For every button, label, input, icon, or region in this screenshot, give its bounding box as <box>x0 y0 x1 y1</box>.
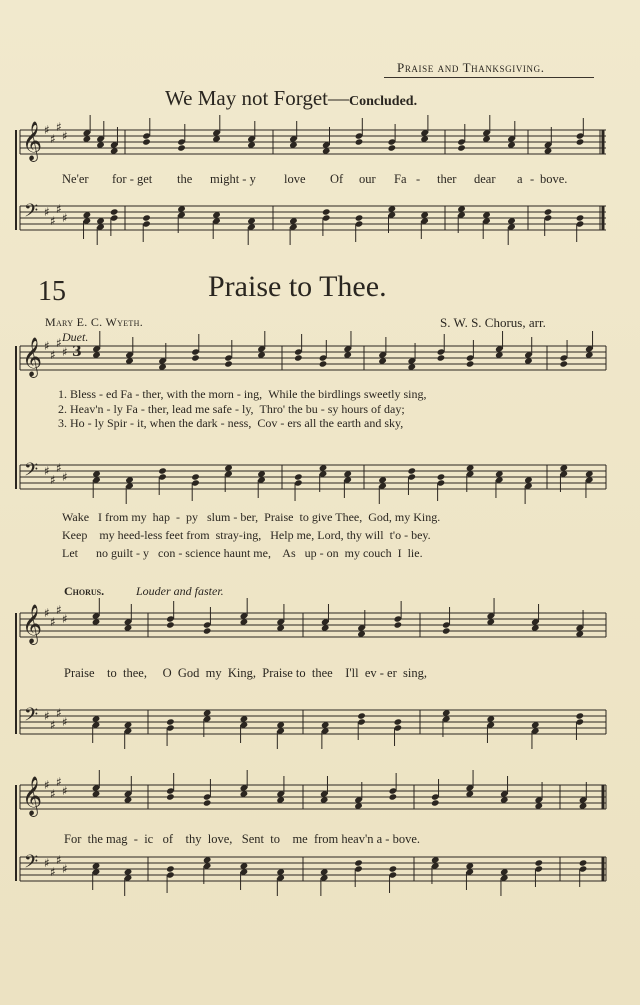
verse-3-continuation: Let no guilt - y con - science haunt me, As up - on my couch I lie. <box>62 546 423 560</box>
sharp-icon: ♯ <box>50 615 56 629</box>
bass-clef-icon: 𝄢 <box>24 460 39 485</box>
notehead <box>389 793 398 800</box>
lyric-word: - <box>530 172 535 186</box>
lyric-word: it, when the <box>137 416 194 430</box>
notehead <box>394 621 403 628</box>
lyric-word: Of <box>330 172 344 186</box>
notehead <box>191 473 200 480</box>
sharp-icon: ♯ <box>50 718 56 732</box>
lyric-word: - <box>99 387 104 401</box>
notehead <box>534 859 543 866</box>
notehead <box>437 354 446 361</box>
lyric-word: - <box>280 416 285 430</box>
sharp-icon: ♯ <box>62 211 68 225</box>
notehead <box>166 793 175 800</box>
lyric-word: 2. Heav'n <box>58 402 104 416</box>
verse-2-continuation: Keep my heed-less feet from stray-ing, Help me, Lord, thy will t'o - bey. <box>62 528 431 542</box>
lyric-word: ness, <box>227 416 252 430</box>
sharp-icon: ♯ <box>50 473 56 487</box>
notehead <box>576 138 585 145</box>
lyric-word: the <box>177 172 193 186</box>
lyric-word: - <box>106 402 111 416</box>
notehead <box>407 467 416 474</box>
notehead <box>576 214 585 221</box>
sharp-icon: ♯ <box>62 470 68 484</box>
lyric-word: ther <box>437 172 457 186</box>
treble-clef-icon: 𝄞 <box>22 776 43 816</box>
lyric-word: - <box>140 402 145 416</box>
verse-1-continuation: Wake I from my hap - py slum - ber, Praise to give Thee, God, my King. <box>62 510 441 524</box>
notehead <box>394 718 403 725</box>
sharp-icon: ♯ <box>62 715 68 729</box>
bass-clef-icon: 𝄢 <box>24 705 39 730</box>
lyric-word: While the birdlings sweetly sing, <box>268 387 427 401</box>
previous-hymn-title-text: We May not Forget— <box>165 86 349 110</box>
lyric-word: - <box>87 416 92 430</box>
sharp-icon: ♯ <box>56 202 62 216</box>
lyric-word: dark <box>196 416 218 430</box>
notehead <box>457 144 466 151</box>
notehead <box>579 859 588 866</box>
lyric-word: Cov <box>257 416 278 430</box>
bass-clef-icon: 𝄢 <box>24 201 39 226</box>
hymn-number: 15 <box>38 276 66 307</box>
sharp-icon: ♯ <box>56 775 62 789</box>
duet-marking: Duet. <box>62 330 89 344</box>
sharp-icon: ♯ <box>50 214 56 228</box>
chorus-label: Chorus. <box>64 584 105 598</box>
sharp-icon: ♯ <box>44 856 50 870</box>
lyric-word: ly Spir <box>94 416 128 430</box>
notehead <box>203 627 212 634</box>
sharp-icon: ♯ <box>56 603 62 617</box>
notehead <box>110 208 119 215</box>
notehead <box>466 360 475 367</box>
lyric-word: ly, <box>241 402 254 416</box>
lyric-word: love <box>284 172 306 186</box>
notehead <box>294 473 303 480</box>
sharp-icon: ♯ <box>50 787 56 801</box>
sharp-icon: ♯ <box>62 862 68 876</box>
notehead <box>158 467 167 474</box>
lyric-word: might - y <box>210 172 256 186</box>
author-credit: Mary E. C. Wyeth. <box>45 315 143 329</box>
notehead <box>389 865 398 872</box>
sharp-icon: ♯ <box>62 784 68 798</box>
treble-clef-icon: 𝄞 <box>22 604 43 644</box>
lyric-word: ed Fa <box>106 387 133 401</box>
sharp-icon: ♯ <box>56 336 62 350</box>
notehead <box>224 360 233 367</box>
chorus-lyric-line-1: Praise to thee, O God my King, Praise to thee I'll ev - er sing, <box>64 666 427 680</box>
notehead <box>203 799 212 806</box>
lyric-word: for - get <box>112 172 153 186</box>
notehead <box>177 144 186 151</box>
lyric-word: - <box>416 172 421 186</box>
lyric-word: - <box>236 387 241 401</box>
lyric-word: bove. <box>540 172 568 186</box>
chorus-direction: Louder and faster. <box>136 584 224 598</box>
sharp-icon: ♯ <box>56 853 62 867</box>
lyric-word: 3. Ho <box>58 416 85 430</box>
notehead <box>442 627 451 634</box>
lyric-word: - <box>234 402 239 416</box>
bass-clef-icon: 𝄢 <box>24 852 39 877</box>
sharp-icon: ♯ <box>50 865 56 879</box>
notehead <box>322 208 331 215</box>
notehead <box>191 354 200 361</box>
lyric-word: dear <box>474 172 496 186</box>
notehead <box>166 865 175 872</box>
lyric-word: day; <box>384 402 405 416</box>
sharp-icon: ♯ <box>50 132 56 146</box>
notehead <box>319 360 328 367</box>
notehead <box>142 138 151 145</box>
composer-credit: S. W. S. Chorus, arr. <box>440 315 546 330</box>
notehead <box>355 138 364 145</box>
lyric-word: our <box>359 172 376 186</box>
notehead <box>437 473 446 480</box>
sharp-icon: ♯ <box>44 464 50 478</box>
notehead <box>575 712 584 719</box>
lyric-word: - <box>320 402 325 416</box>
notehead <box>388 144 397 151</box>
lyric-word: - <box>135 387 140 401</box>
sharp-icon: ♯ <box>44 709 50 723</box>
notehead <box>142 214 151 221</box>
lyric-word: Fa <box>394 172 407 186</box>
time-signature: 3 <box>72 344 82 360</box>
lyric-word: ther, lead me <box>147 402 210 416</box>
sharp-icon: ♯ <box>62 345 68 359</box>
chorus-lyric-line-2: For the mag - ic of thy love, Sent to me from heav'n a - bove. <box>64 832 420 846</box>
lyric-word: - <box>130 416 135 430</box>
sharp-icon: ♯ <box>56 120 62 134</box>
sharp-icon: ♯ <box>56 706 62 720</box>
concluded-label: Concluded. <box>349 94 418 109</box>
notehead <box>294 354 303 361</box>
lyric-word: ther, with the morn <box>142 387 234 401</box>
lyric-word: safe <box>212 402 232 416</box>
notehead <box>431 799 440 806</box>
lyric-word: 1. Bless <box>58 387 97 401</box>
notehead <box>355 214 364 221</box>
notehead <box>357 712 366 719</box>
sharp-icon: ♯ <box>44 606 50 620</box>
treble-clef-icon: 𝄞 <box>22 121 43 161</box>
sharp-icon: ♯ <box>50 348 56 362</box>
lyric-word: ers all the earth and sky, <box>287 416 404 430</box>
lyric-word: Thro' the bu <box>259 402 318 416</box>
lyric-word: a <box>517 172 523 186</box>
sharp-icon: ♯ <box>44 339 50 353</box>
notehead <box>559 360 568 367</box>
lyric-word: Ne'er <box>62 172 89 186</box>
sharp-icon: ♯ <box>44 778 50 792</box>
sharp-icon: ♯ <box>62 612 68 626</box>
lyric-word: - <box>220 416 225 430</box>
notehead <box>166 621 175 628</box>
lyric-word: ly Fa <box>113 402 138 416</box>
hymn-title: Praise to Thee. <box>208 270 387 303</box>
sharp-icon: ♯ <box>44 205 50 219</box>
notehead <box>544 208 553 215</box>
sharp-icon: ♯ <box>56 461 62 475</box>
sharp-icon: ♯ <box>44 123 50 137</box>
notehead <box>354 859 363 866</box>
section-header: Praise and Thanksgiving. <box>397 60 545 75</box>
lyric-word: ing, <box>243 387 263 401</box>
treble-clef-icon: 𝄞 <box>22 337 43 377</box>
sharp-icon: ♯ <box>62 129 68 143</box>
lyric-word: sy hours of <box>327 402 382 416</box>
notehead <box>166 718 175 725</box>
